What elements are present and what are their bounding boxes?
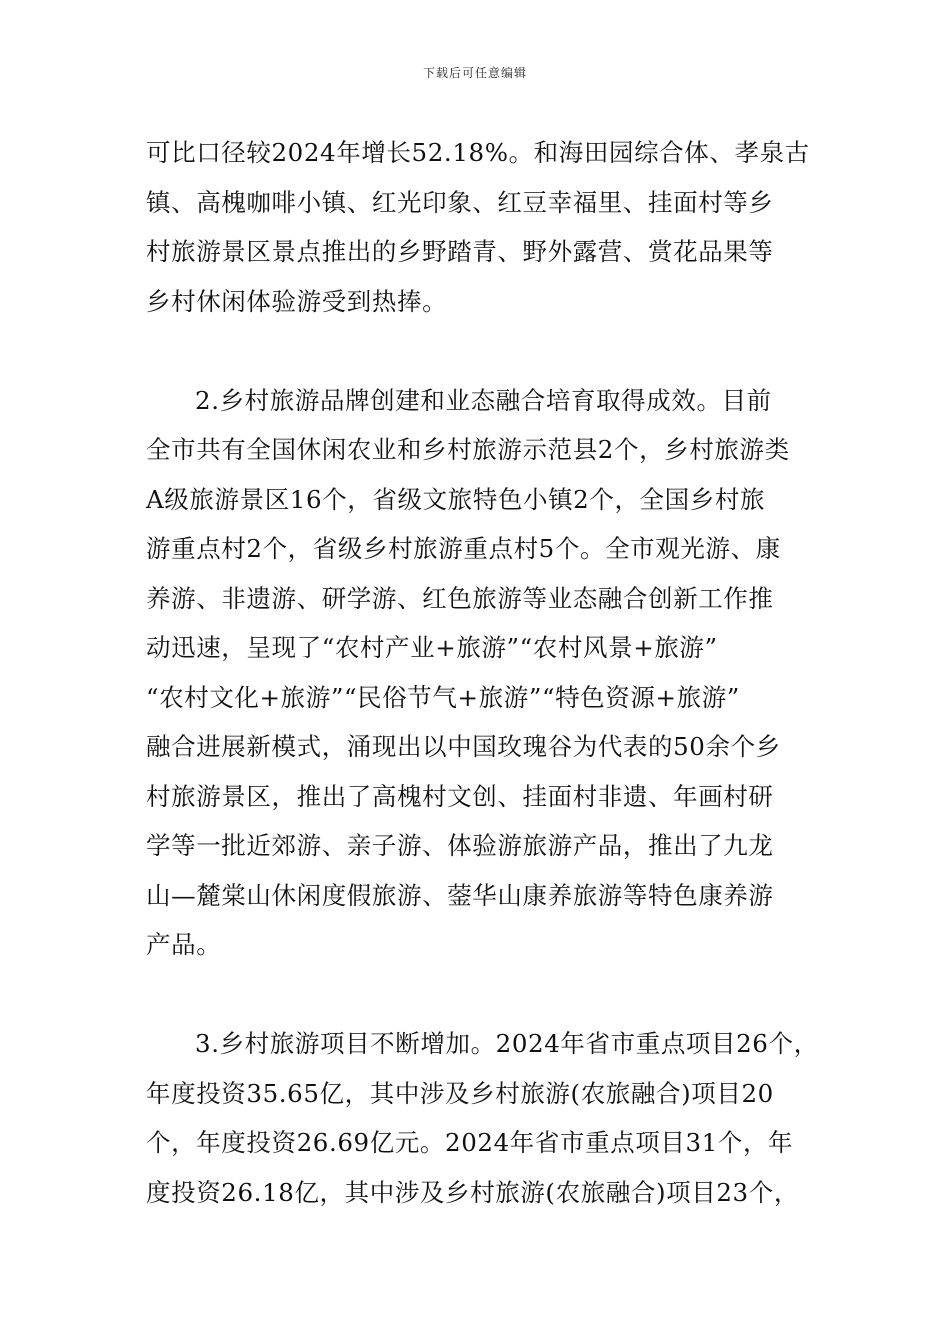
- text-line: 个，年度投资26.69亿元。2024年省市重点项目31个，年: [146, 1128, 794, 1157]
- paragraph-gap: [146, 970, 812, 1020]
- paragraph-2: [146, 376, 812, 970]
- page-header-note: 下载后可任意编辑: [422, 66, 527, 80]
- text-line: 度投资26.18亿，其中涉及乡村旅游(农旅融合)项目23个，: [146, 1177, 799, 1207]
- text-line: 动迅速，呈现了“农村产业+旅游”“农村风景+旅游”: [146, 633, 718, 662]
- paragraph-gap: [146, 326, 812, 376]
- text-line: 村旅游景区，推出了高槐村文创、挂面村非遗、年画村研: [146, 781, 774, 811]
- text-line: “农村文化+旅游”“民俗节气+旅游”“特色资源+旅游”: [146, 682, 740, 712]
- text-line: 镇、高槐咖啡小镇、红光印象、红豆幸福里、挂面村等乡: [146, 187, 774, 217]
- text-line: 学等一批近郊游、亲子游、体验游旅游产品，推出了九龙: [146, 831, 774, 860]
- text-line: 产品。: [146, 930, 222, 959]
- text-line: 山—麓棠山休闲度假旅游、蓥华山康养旅游等特色康养游: [146, 880, 774, 910]
- text-line: 2.乡村旅游品牌创建和业态融合培育取得成效。目前: [195, 385, 772, 415]
- text-line: 可比口径较2024年增长52.18%。和海田园综合体、孝泉古: [146, 138, 810, 167]
- text-line: 乡村休闲体验游受到热捧。: [146, 286, 448, 316]
- text-line: 年度投资35.65亿，其中涉及乡村旅游(农旅融合)项目20: [146, 1078, 774, 1108]
- text-line: 融合进展新模式，涌现出以中国玫瑰谷为代表的50余个乡: [146, 732, 781, 761]
- text-line: A级旅游景区16个，省级文旅特色小镇2个，全国乡村旅: [146, 484, 766, 514]
- text-line: 全市共有全国休闲农业和乡村旅游示范县2个，乡村旅游类: [146, 435, 790, 464]
- text-line: 养游、非遗游、研学游、红色旅游等业态融合创新工作推: [146, 583, 774, 613]
- text-line: 村旅游景区景点推出的乡野踏青、野外露营、赏花品果等: [146, 237, 774, 266]
- paragraph-1: [146, 128, 812, 326]
- text-line: 游重点村2个，省级乡村旅游重点村5个。全市观光游、康: [146, 534, 781, 563]
- text-line: 3.乡村旅游项目不断增加。2024年省市重点项目26个，: [195, 1029, 819, 1058]
- paragraph-3: [146, 1019, 819, 1217]
- document-body: [146, 128, 819, 1217]
